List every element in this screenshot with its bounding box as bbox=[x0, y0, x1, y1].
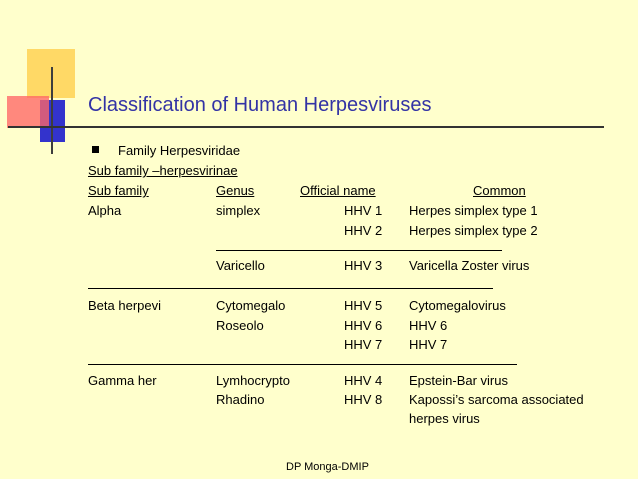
square-bullet-icon bbox=[92, 146, 99, 153]
gamma-genus-rhadino: Rhadino bbox=[216, 392, 265, 407]
hhv1-name: HHV 1 bbox=[344, 203, 383, 218]
hhv5-common: Cytomegalovirus bbox=[409, 298, 506, 313]
gamma-genus-lymhocrypto: Lymhocrypto bbox=[216, 373, 290, 388]
hhv5-name: HHV 5 bbox=[344, 298, 383, 313]
title-underline bbox=[8, 126, 604, 128]
hhv7-common: HHV 7 bbox=[409, 337, 448, 352]
hhv3-name: HHV 3 bbox=[344, 258, 383, 273]
header-subfamily: Sub family bbox=[88, 183, 149, 198]
gamma-subfamily: Gamma her bbox=[88, 373, 157, 388]
hhv6-name: HHV 6 bbox=[344, 318, 383, 333]
hhv2-common: Herpes simplex type 2 bbox=[409, 223, 538, 238]
hhv1-common: Herpes simplex type 1 bbox=[409, 203, 538, 218]
alpha-genus-simplex: simplex bbox=[216, 203, 261, 218]
subfamily-heading: Sub family –herpesvirinae bbox=[88, 163, 238, 178]
row-separator bbox=[88, 288, 493, 289]
decor-vertical-line bbox=[51, 67, 53, 154]
hhv8-common-cont: herpes virus bbox=[409, 411, 480, 426]
slide-footer: DP Monga-DMIP bbox=[286, 461, 369, 473]
hhv6-common: HHV 6 bbox=[409, 318, 448, 333]
beta-genus-roseolo: Roseolo bbox=[216, 318, 264, 333]
alpha-subfamily: Alpha bbox=[88, 203, 122, 218]
hhv4-name: HHV 4 bbox=[344, 373, 383, 388]
alpha-genus-varicello: Varicello bbox=[216, 258, 265, 273]
alpha-separator bbox=[216, 250, 502, 251]
hhv3-common: Varicella Zoster virus bbox=[409, 258, 530, 273]
beta-subfamily: Beta herpevi bbox=[88, 298, 161, 313]
header-genus: Genus bbox=[216, 183, 255, 198]
hhv2-name: HHV 2 bbox=[344, 223, 383, 238]
slide-title: Classification of Human Herpesviruses bbox=[88, 94, 432, 116]
row-separator bbox=[88, 364, 517, 365]
family-label: Family Herpesviridae bbox=[118, 143, 241, 158]
hhv8-common: Kapossi’s sarcoma associated bbox=[409, 392, 584, 407]
hhv4-common: Epstein-Bar virus bbox=[409, 373, 508, 388]
header-official-name: Official name bbox=[300, 183, 376, 198]
decor-pink-square bbox=[7, 96, 49, 128]
hhv8-name: HHV 8 bbox=[344, 392, 383, 407]
beta-genus-cytomegalo: Cytomegalo bbox=[216, 298, 286, 313]
hhv7-name: HHV 7 bbox=[344, 337, 383, 352]
header-common: Common bbox=[473, 183, 526, 198]
